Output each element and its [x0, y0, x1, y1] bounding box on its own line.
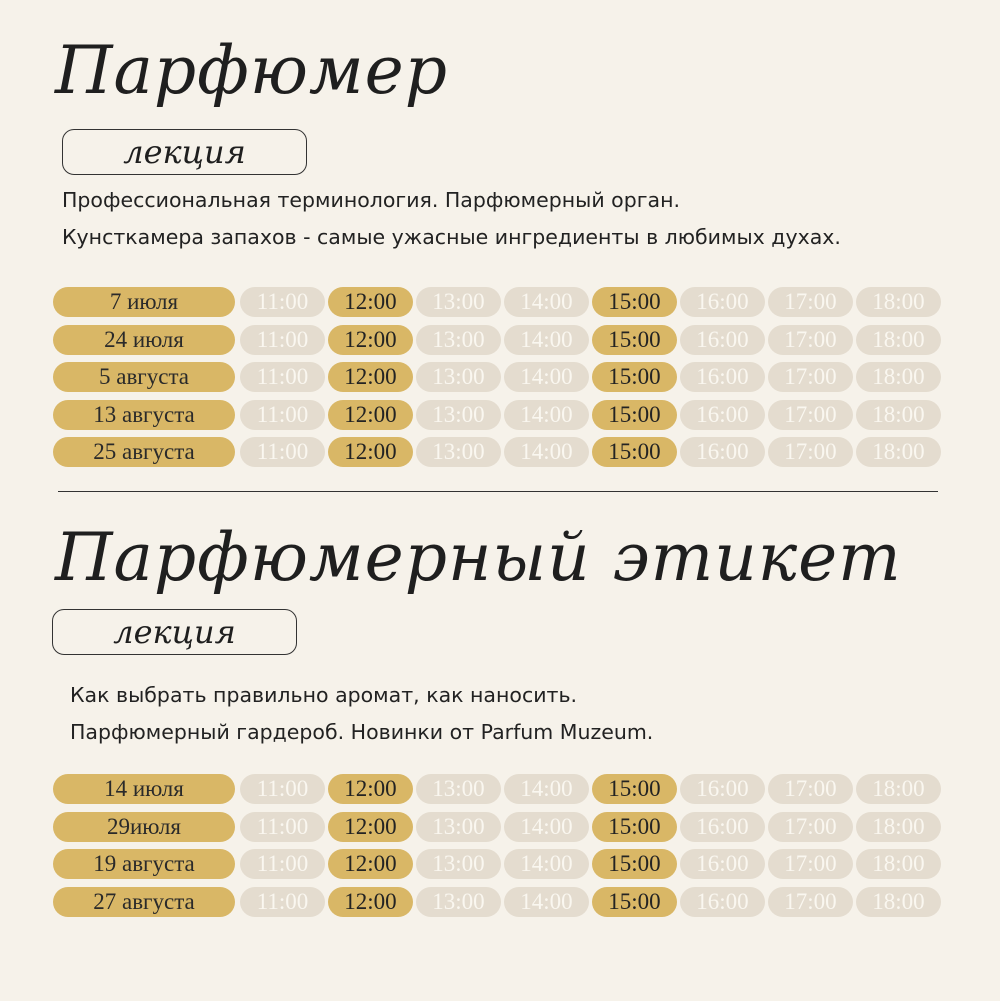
time-slot-unavailable: 17:00: [768, 774, 853, 804]
time-slot-unavailable: 17:00: [768, 400, 853, 430]
schedule-table: [53, 774, 944, 924]
time-slot-unavailable: 17:00: [768, 437, 853, 467]
time-slot-available[interactable]: 12:00: [328, 400, 413, 430]
time-slot-unavailable: 13:00: [416, 887, 501, 917]
time-slot-unavailable: 16:00: [680, 325, 765, 355]
schedule-row: [53, 812, 944, 842]
lecture-tag: лекция: [62, 129, 307, 175]
time-slot-unavailable: 13:00: [416, 287, 501, 317]
description-line: Как выбрать правильно аромат, как наносить.: [70, 683, 578, 707]
time-slot-unavailable: 17:00: [768, 887, 853, 917]
time-slot-unavailable: 14:00: [504, 887, 589, 917]
time-slot-unavailable: 13:00: [416, 437, 501, 467]
lecture-tag: лекция: [52, 609, 297, 655]
time-slot-unavailable: 14:00: [504, 849, 589, 879]
time-slot-unavailable: 17:00: [768, 287, 853, 317]
time-slot-unavailable: 16:00: [680, 849, 765, 879]
time-slot-unavailable: 13:00: [416, 774, 501, 804]
time-slot-unavailable: 16:00: [680, 400, 765, 430]
time-slot-unavailable: 11:00: [240, 774, 325, 804]
time-slot-unavailable: 11:00: [240, 287, 325, 317]
schedule-table: [53, 287, 944, 475]
time-slot-unavailable: 11:00: [240, 887, 325, 917]
time-slot-unavailable: 14:00: [504, 812, 589, 842]
schedule-row: [53, 400, 944, 430]
schedule-row: [53, 774, 944, 804]
description-line: Профессиональная терминология. Парфюмерный орган.: [62, 188, 680, 212]
time-slot-unavailable: 18:00: [856, 287, 941, 317]
time-slot-unavailable: 14:00: [504, 400, 589, 430]
time-slot-available[interactable]: 12:00: [328, 774, 413, 804]
time-slot-unavailable: 16:00: [680, 887, 765, 917]
schedule-row: [53, 849, 944, 879]
description-line: Кунсткамера запахов - самые ужасные ингредиенты в любимых духах.: [62, 225, 841, 249]
time-slot-available[interactable]: 12:00: [328, 287, 413, 317]
time-slot-unavailable: 14:00: [504, 437, 589, 467]
time-slot-available[interactable]: 15:00: [592, 812, 677, 842]
date-label: 19 августа: [53, 849, 235, 879]
time-slot-unavailable: 18:00: [856, 437, 941, 467]
time-slot-unavailable: 16:00: [680, 362, 765, 392]
time-slot-unavailable: 18:00: [856, 400, 941, 430]
time-slot-unavailable: 17:00: [768, 849, 853, 879]
time-slot-unavailable: 17:00: [768, 812, 853, 842]
schedule-row: [53, 437, 944, 467]
time-slot-unavailable: 13:00: [416, 849, 501, 879]
time-slot-unavailable: 13:00: [416, 400, 501, 430]
time-slot-unavailable: 11:00: [240, 400, 325, 430]
time-slot-available[interactable]: 12:00: [328, 812, 413, 842]
time-slot-unavailable: 11:00: [240, 812, 325, 842]
date-label: 27 августа: [53, 887, 235, 917]
time-slot-unavailable: 16:00: [680, 774, 765, 804]
schedule-row: [53, 325, 944, 355]
section-title-perfumer: Парфюмер: [55, 32, 448, 109]
time-slot-unavailable: 11:00: [240, 362, 325, 392]
time-slot-available[interactable]: 15:00: [592, 362, 677, 392]
section-divider: [58, 491, 938, 492]
date-label: 24 июля: [53, 325, 235, 355]
time-slot-unavailable: 13:00: [416, 362, 501, 392]
section-description: [70, 677, 653, 751]
time-slot-available[interactable]: 12:00: [328, 849, 413, 879]
time-slot-unavailable: 13:00: [416, 812, 501, 842]
time-slot-unavailable: 17:00: [768, 362, 853, 392]
time-slot-unavailable: 16:00: [680, 437, 765, 467]
time-slot-unavailable: 16:00: [680, 287, 765, 317]
time-slot-available[interactable]: 15:00: [592, 774, 677, 804]
description-line: Парфюмерный гардероб. Новинки от Parfum Muzeum.: [70, 720, 654, 744]
time-slot-available[interactable]: 12:00: [328, 362, 413, 392]
time-slot-available[interactable]: 15:00: [592, 849, 677, 879]
date-label: 25 августа: [53, 437, 235, 467]
time-slot-unavailable: 14:00: [504, 362, 589, 392]
date-label: 13 августа: [53, 400, 235, 430]
time-slot-unavailable: 14:00: [504, 325, 589, 355]
time-slot-unavailable: 18:00: [856, 774, 941, 804]
time-slot-unavailable: 18:00: [856, 849, 941, 879]
time-slot-unavailable: 13:00: [416, 325, 501, 355]
time-slot-available[interactable]: 12:00: [328, 887, 413, 917]
time-slot-unavailable: 18:00: [856, 362, 941, 392]
time-slot-unavailable: 17:00: [768, 325, 853, 355]
section-title-perfume-etiquette: Парфюмерный этикет: [55, 519, 902, 596]
time-slot-unavailable: 14:00: [504, 287, 589, 317]
time-slot-unavailable: 18:00: [856, 887, 941, 917]
time-slot-unavailable: 14:00: [504, 774, 589, 804]
time-slot-available[interactable]: 12:00: [328, 437, 413, 467]
time-slot-available[interactable]: 15:00: [592, 400, 677, 430]
time-slot-available[interactable]: 15:00: [592, 325, 677, 355]
time-slot-unavailable: 11:00: [240, 849, 325, 879]
time-slot-unavailable: 11:00: [240, 325, 325, 355]
section-description: [62, 182, 841, 256]
schedule-row: [53, 362, 944, 392]
time-slot-unavailable: 18:00: [856, 325, 941, 355]
time-slot-available[interactable]: 12:00: [328, 325, 413, 355]
time-slot-unavailable: 16:00: [680, 812, 765, 842]
time-slot-available[interactable]: 15:00: [592, 887, 677, 917]
schedule-row: [53, 887, 944, 917]
time-slot-available[interactable]: 15:00: [592, 437, 677, 467]
time-slot-unavailable: 11:00: [240, 437, 325, 467]
date-label: 29июля: [53, 812, 235, 842]
date-label: 5 августа: [53, 362, 235, 392]
date-label: 14 июля: [53, 774, 235, 804]
schedule-row: [53, 287, 944, 317]
date-label: 7 июля: [53, 287, 235, 317]
time-slot-unavailable: 18:00: [856, 812, 941, 842]
time-slot-available[interactable]: 15:00: [592, 287, 677, 317]
